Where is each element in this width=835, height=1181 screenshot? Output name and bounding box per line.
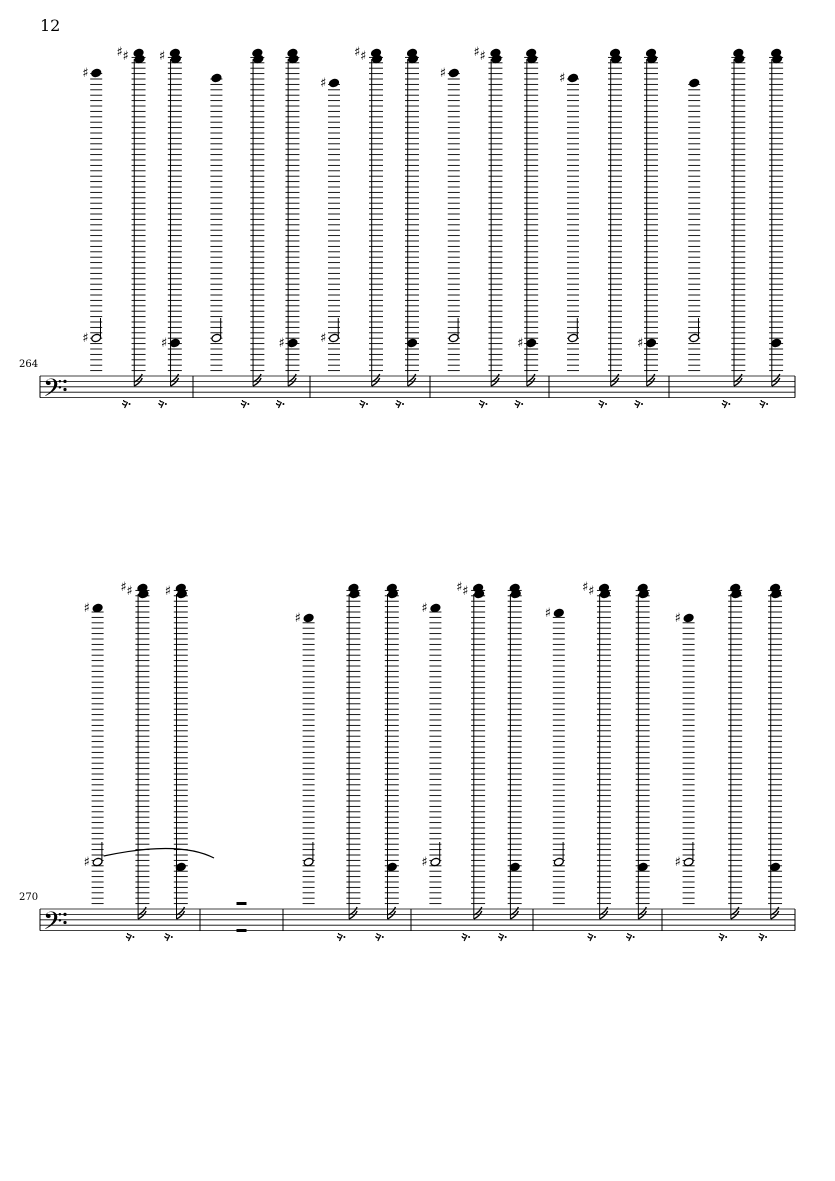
sharp-icon: ♯ <box>160 336 168 351</box>
measure-4 <box>421 580 521 941</box>
sharp-icon: ♯ <box>158 49 166 64</box>
page-number: 12 <box>40 16 61 35</box>
sharp-icon: ♯ <box>421 855 428 870</box>
notehead <box>211 73 222 83</box>
measure-2 <box>210 48 299 408</box>
sharp-icon: ♯ <box>517 336 524 351</box>
measure-5 <box>559 48 658 408</box>
clef-dot <box>63 380 66 383</box>
rest-dot <box>505 936 507 938</box>
rest-dot <box>366 403 368 405</box>
rest-sixteenth-icon <box>719 933 724 941</box>
rest-sixteenth-icon <box>241 400 246 408</box>
sharp-icon: ♯ <box>82 331 89 346</box>
rest-sixteenth-icon <box>588 933 593 941</box>
sharp-icon: ♯ <box>544 606 552 621</box>
sharp-icon: ♯ <box>82 66 89 81</box>
rest-dot <box>247 403 249 405</box>
rest-sixteenth-icon <box>123 400 128 408</box>
rest-dot <box>343 936 345 938</box>
sharp-icon: ♯ <box>83 601 90 616</box>
bass-clef-icon: 𝄢 <box>43 374 63 409</box>
rest-dot <box>485 403 487 405</box>
rest-half-icon <box>237 929 247 932</box>
rest-dot <box>728 403 730 405</box>
rest-half-icon <box>237 902 247 905</box>
bass-clef-icon: 𝄢 <box>43 907 63 942</box>
rest-dot <box>382 936 384 938</box>
sharp-icon: ♯ <box>320 76 327 91</box>
rest-sixteenth-icon <box>759 933 764 941</box>
sharp-icon: ♯ <box>354 45 361 60</box>
rest-dot <box>725 936 727 938</box>
measure-3 <box>295 583 399 941</box>
notehead <box>430 603 441 613</box>
rest-dot <box>282 403 284 405</box>
systems-layer <box>40 45 795 942</box>
clef-dot <box>63 388 66 391</box>
sharp-icon: ♯ <box>473 45 480 60</box>
rest-sixteenth-icon <box>126 933 131 941</box>
sharp-icon: ♯ <box>320 331 327 346</box>
rest-dot <box>765 936 767 938</box>
measure-5 <box>545 580 650 941</box>
sharp-icon: ♯ <box>122 49 129 64</box>
rest-sixteenth-icon <box>276 400 281 408</box>
notehead <box>448 68 459 78</box>
system-2 <box>40 580 795 942</box>
rest-dot <box>132 936 134 938</box>
rest-dot <box>129 403 131 405</box>
sharp-icon: ♯ <box>439 66 447 81</box>
rest-dot <box>468 936 470 938</box>
system-1 <box>40 45 795 409</box>
rest-dot <box>165 403 167 405</box>
rest-sixteenth-icon <box>499 933 504 941</box>
notehead <box>553 608 564 618</box>
sharp-icon: ♯ <box>637 336 644 351</box>
sharp-icon: ♯ <box>83 855 90 870</box>
clef-dot <box>63 921 66 924</box>
notehead <box>329 78 340 88</box>
sharp-icon: ♯ <box>581 580 589 595</box>
measure-2 <box>237 902 247 932</box>
notehead <box>92 603 103 613</box>
rest-dot <box>641 403 643 405</box>
sharp-icon: ♯ <box>674 611 681 626</box>
notehead <box>303 613 314 623</box>
sharp-icon: ♯ <box>674 855 681 870</box>
rest-sixteenth-icon <box>337 933 342 941</box>
rest-sixteenth-icon <box>627 933 632 941</box>
rest-dot <box>594 936 596 938</box>
sharp-icon: ♯ <box>126 584 133 599</box>
notehead <box>91 68 102 78</box>
notehead <box>568 73 579 83</box>
measure-1 <box>84 580 214 941</box>
clef-dot <box>63 913 66 916</box>
rest-sixteenth-icon <box>159 400 164 408</box>
measure-3 <box>320 45 419 408</box>
rest-dot <box>402 403 404 405</box>
rest-sixteenth-icon <box>479 400 484 408</box>
sharp-icon: ♯ <box>462 584 469 599</box>
sharp-icon: ♯ <box>479 49 486 64</box>
rest-sixteenth-icon <box>722 400 727 408</box>
sharp-icon: ♯ <box>456 580 463 595</box>
measure-number-270: 270 <box>19 892 39 903</box>
measure-1 <box>82 45 182 408</box>
rest-sixteenth-icon <box>165 933 170 941</box>
measure-number-264: 264 <box>19 359 39 370</box>
notehead <box>683 613 694 623</box>
rest-sixteenth-icon <box>515 400 520 408</box>
sharp-icon: ♯ <box>587 584 595 599</box>
rest-dot <box>605 403 607 405</box>
rest-dot <box>633 936 635 938</box>
rest-sixteenth-icon <box>635 400 640 408</box>
rest-sixteenth-icon <box>462 933 467 941</box>
measure-6 <box>675 583 782 941</box>
notehead <box>689 78 700 88</box>
rest-dot <box>171 936 173 938</box>
rest-sixteenth-icon <box>599 400 604 408</box>
tie <box>104 848 214 858</box>
measure-6 <box>688 48 783 408</box>
sharp-icon: ♯ <box>120 580 127 595</box>
sharp-icon: ♯ <box>421 601 428 616</box>
rest-dot <box>521 403 523 405</box>
rest-sixteenth-icon <box>396 400 401 408</box>
sharp-icon: ♯ <box>360 49 367 64</box>
sharp-icon: ♯ <box>278 336 285 351</box>
rest-sixteenth-icon <box>360 400 365 408</box>
measure-4 <box>440 45 538 408</box>
sharp-icon: ♯ <box>164 584 172 599</box>
sharp-icon: ♯ <box>294 611 301 626</box>
rest-sixteenth-icon <box>760 400 765 408</box>
rest-dot <box>766 403 768 405</box>
sharp-icon: ♯ <box>559 71 566 86</box>
rest-sixteenth-icon <box>376 933 381 941</box>
sharp-icon: ♯ <box>116 45 123 60</box>
